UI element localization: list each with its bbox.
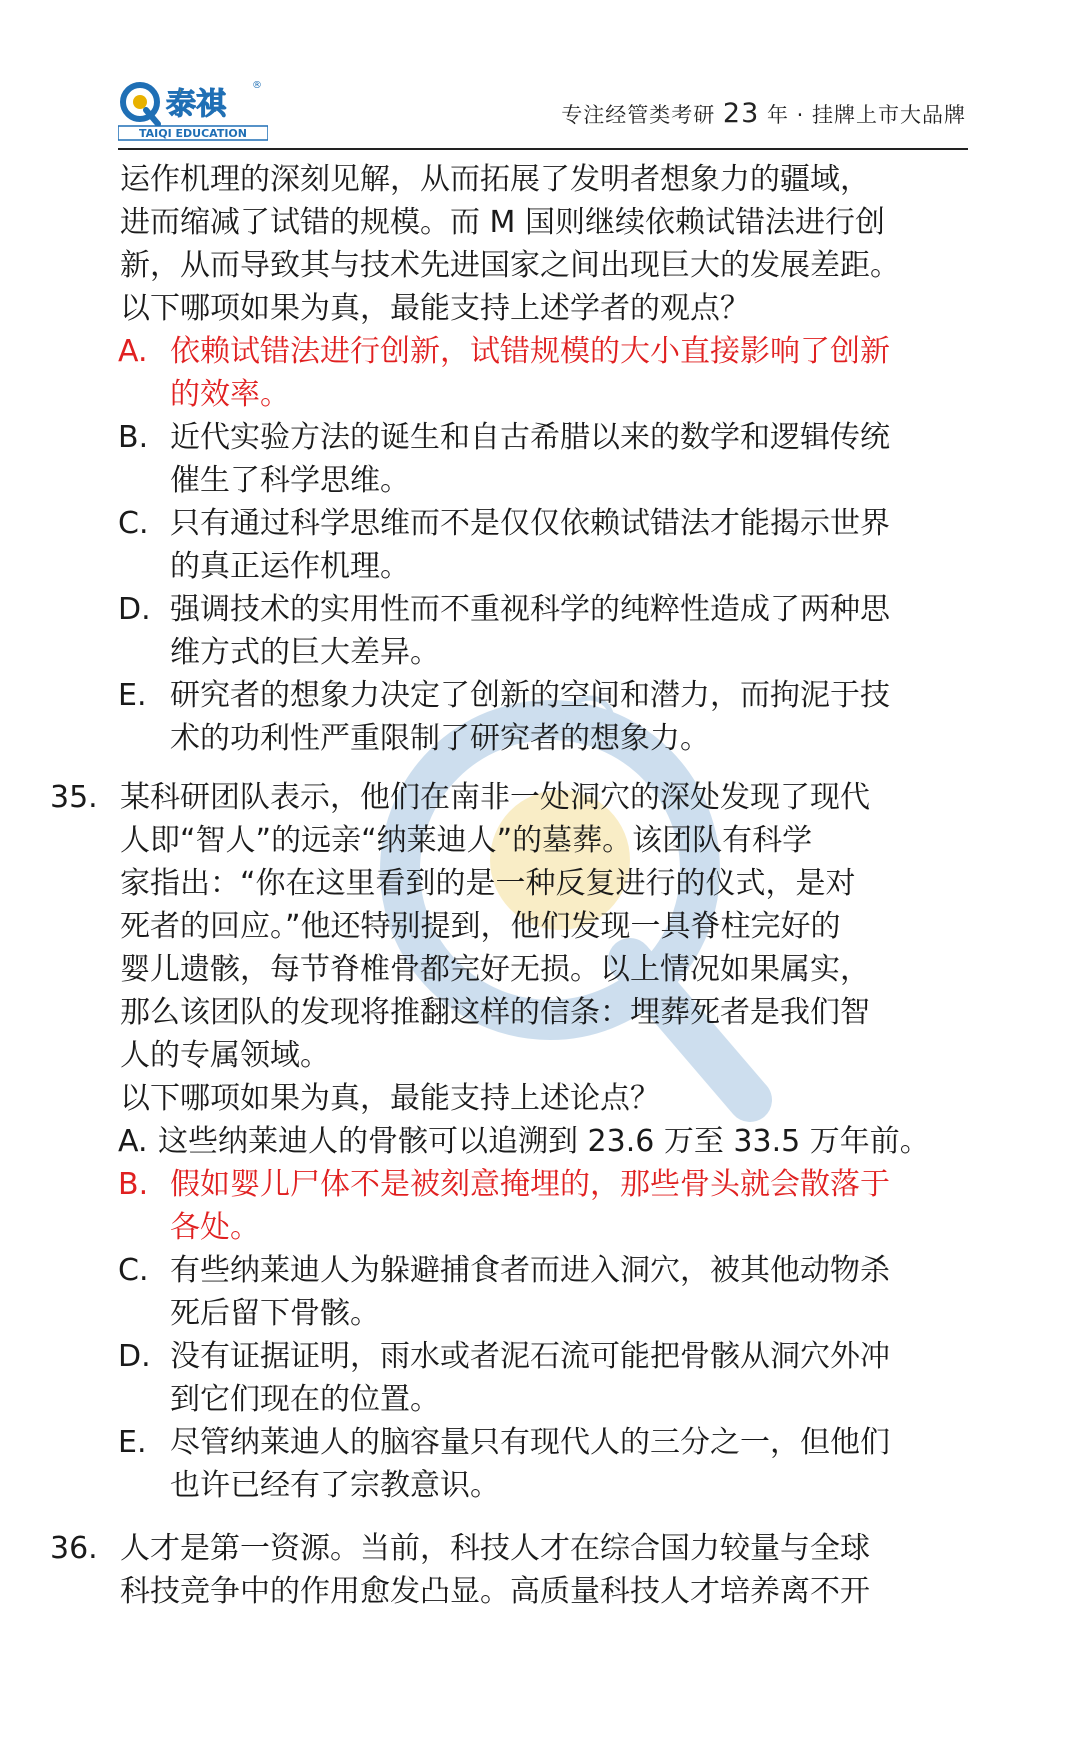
text-line: 那么该团队的发现将推翻这样的信条：埋葬死者是我们智: [120, 995, 870, 1030]
option-letter: C.: [118, 1253, 149, 1288]
text-line: 人即“智人”的远亲“纳莱迪人”的墓葬。该团队有科学: [120, 823, 813, 858]
text-line: 科技竞争中的作用愈发凸显。高质量科技人才培养离不开: [120, 1574, 870, 1609]
option-line: 的效率。: [170, 377, 290, 412]
text-line: 婴儿遗骸，每节脊椎骨都完好无损。以上情况如果属实，: [120, 952, 870, 987]
q35-option-d: [0, 1335, 1080, 1421]
option-line: 尽管纳莱迪人的脑容量只有现代人的三分之一，但他们: [170, 1425, 890, 1460]
option-line: 没有证据证明，雨水或者泥石流可能把骨骸从洞穴外冲: [170, 1339, 890, 1374]
option-line: 的真正运作机理。: [170, 549, 410, 584]
option-letter: D.: [118, 592, 151, 627]
page-content: [0, 158, 1080, 1613]
q34-option-d: [0, 588, 1080, 674]
text-line: 人的专属领域。: [120, 1038, 330, 1073]
header-tagline: [561, 98, 966, 129]
svg-text:TAIQI EDUCATION: TAIQI EDUCATION: [139, 127, 247, 140]
option-line: 依赖试错法进行创新，试错规模的大小直接影响了创新: [170, 334, 890, 369]
taiqi-logo: [118, 74, 268, 144]
q34-option-a: [0, 330, 1080, 416]
text-line: 新，从而导致其与技术先进国家之间出现巨大的发展差距。: [120, 248, 900, 283]
tagline-years: 23: [722, 98, 760, 129]
option-letter: A.: [118, 1124, 148, 1159]
tagline-prefix: 专注经管类考研: [561, 103, 716, 127]
option-line: 死后留下骨骸。: [170, 1296, 380, 1331]
text-line: 以下哪项如果为真，最能支持上述学者的观点？: [120, 291, 750, 326]
q34-stem: [0, 158, 1080, 330]
svg-text:®: ®: [252, 80, 262, 91]
text-line: 家指出：“你在这里看到的是一种反复进行的仪式，是对: [120, 866, 856, 901]
option-letter: E.: [118, 678, 147, 713]
question-number: 35.: [50, 780, 98, 815]
option-line: 到它们现在的位置。: [170, 1382, 440, 1417]
option-line: 催生了科学思维。: [170, 463, 410, 498]
text-line: 运作机理的深刻见解，从而拓展了发明者想象力的疆域，: [120, 162, 870, 197]
option-line: 近代实验方法的诞生和自古希腊以来的数学和逻辑传统: [170, 420, 890, 455]
q35-option-c: [0, 1249, 1080, 1335]
q36-stem: [0, 1527, 1080, 1613]
option-line: 各处。: [170, 1210, 260, 1245]
option-letter: C.: [118, 506, 149, 541]
text-line: 以下哪项如果为真，最能支持上述论点？: [120, 1081, 660, 1116]
option-letter: D.: [118, 1339, 151, 1374]
option-letter: E.: [118, 1425, 147, 1460]
text-line: 死者的回应。”他还特别提到，他们发现一具脊柱完好的: [120, 909, 841, 944]
text-line: 进而缩减了试错的规模。而 M 国则继续依赖试错法进行创: [120, 205, 885, 240]
q35-option-e: [0, 1421, 1080, 1507]
q34-option-b: [0, 416, 1080, 502]
option-letter: A.: [118, 334, 148, 369]
option-line: 假如婴儿尸体不是被刻意掩埋的，那些骨头就会散落于: [170, 1167, 890, 1202]
option-line: 也许已经有了宗教意识。: [170, 1468, 500, 1503]
q35-option-b: [0, 1163, 1080, 1249]
option-letter: B.: [118, 1167, 149, 1202]
option-line: 这些纳莱迪人的骨骸可以追溯到 23.6 万至 33.5 万年前。: [158, 1124, 930, 1159]
question-number: 36.: [50, 1531, 98, 1566]
text-line: 某科研团队表示，他们在南非一处洞穴的深处发现了现代: [120, 780, 870, 815]
svg-text:泰祺: 泰祺: [166, 87, 226, 122]
tagline-suffix: 年 · 挂牌上市大品牌: [766, 103, 966, 127]
q35-stem: [0, 776, 1080, 1120]
q34-option-c: [0, 502, 1080, 588]
page-header: [118, 68, 968, 150]
option-line: 只有通过科学思维而不是仅仅依赖试错法才能揭示世界: [170, 506, 890, 541]
option-line: 维方式的巨大差异。: [170, 635, 440, 670]
q34-option-e: [0, 674, 1080, 760]
option-line: 有些纳莱迪人为躲避捕食者而进入洞穴，被其他动物杀: [170, 1253, 890, 1288]
option-line: 研究者的想象力决定了创新的空间和潜力，而拘泥于技: [170, 678, 890, 713]
text-line: 人才是第一资源。当前，科技人才在综合国力较量与全球: [120, 1531, 870, 1566]
option-letter: B.: [118, 420, 149, 455]
option-line: 术的功利性严重限制了研究者的想象力。: [170, 721, 710, 756]
option-line: 强调技术的实用性而不重视科学的纯粹性造成了两种思: [170, 592, 890, 627]
q35-option-a: [0, 1120, 1080, 1163]
